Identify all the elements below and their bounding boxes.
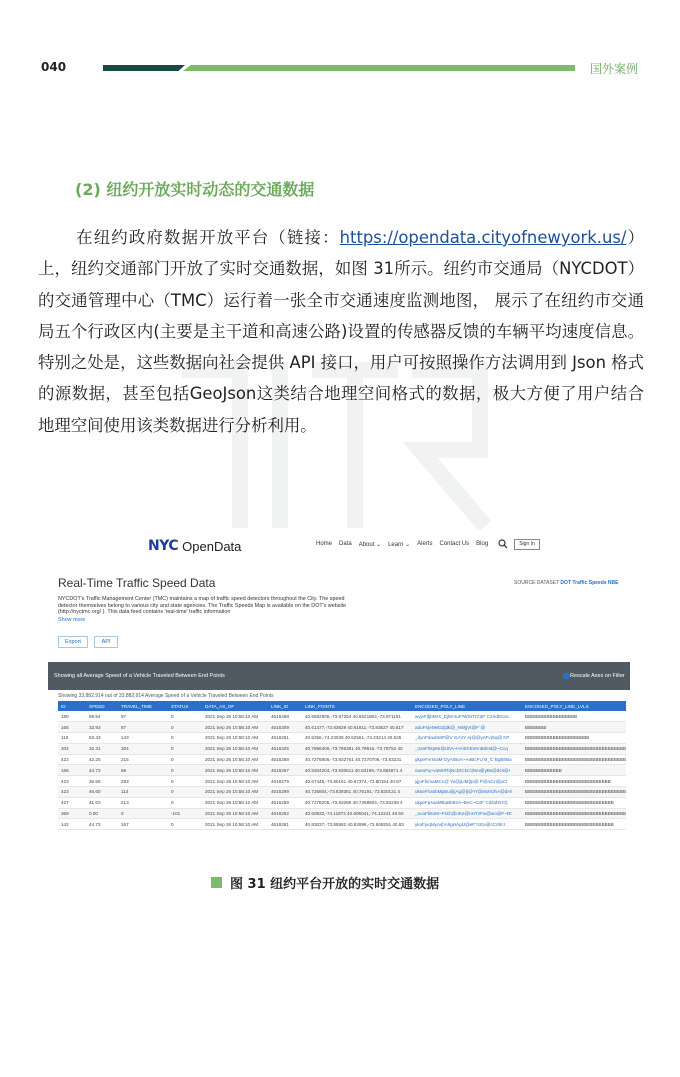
- table-cell: 2021 Sep 26 10:58:10 AM: [202, 808, 268, 819]
- table-cell: 4616279: [268, 776, 302, 787]
- table-cell: 0: [168, 819, 202, 830]
- table-cell: 0: [168, 722, 202, 733]
- table-cell: 215: [118, 754, 168, 765]
- table-row: [58, 743, 626, 754]
- table-cell: 2021 Sep 26 10:58:10 AM: [202, 711, 268, 722]
- table-cell: 110: [58, 733, 86, 744]
- table-cell: BBBBBBBBBBBBBBBBBBBBBBBBBBBB: [522, 776, 626, 787]
- table-cell: oueoFq~vaMnFb|NcDICkC\|Nm@yBs@dOi@r: [412, 765, 522, 776]
- table-cell: 44.73: [86, 765, 118, 776]
- table-cell: 142: [58, 819, 86, 830]
- filter-bar: [48, 662, 630, 690]
- table-cell: 40.8304204,-73.830611 40.83198,-73.854871 4: [302, 765, 412, 776]
- table-body: [58, 711, 626, 830]
- data-table: [58, 701, 626, 830]
- table-cell: 0.00: [86, 808, 118, 819]
- table-cell: 4616259: [268, 797, 302, 808]
- figure-screenshot: [48, 530, 630, 840]
- search-icon[interactable]: [498, 539, 508, 549]
- column-header[interactable]: LINK_ID: [268, 701, 302, 711]
- table-cell: 4616309: [268, 722, 302, 733]
- nav-contact[interactable]: Contact Us: [439, 541, 470, 547]
- column-header[interactable]: DATA_AS_OF: [202, 701, 268, 711]
- table-cell: 32.31: [86, 743, 118, 754]
- table-cell: 40.83037,-73.85582 40.82996,-73.849251 40.83: [302, 819, 412, 830]
- table-cell: 44.73: [86, 819, 118, 830]
- table-cell: BBBBBBB: [522, 722, 626, 733]
- show-more-link[interactable]: Show more: [58, 617, 86, 623]
- rescale-label: Rescale Axes on Filter: [570, 673, 625, 679]
- table-cell: 2021 Sep 26 10:58:10 AM: [202, 797, 268, 808]
- table-cell: 2021 Sep 26 10:58:10 AM: [202, 722, 268, 733]
- table-cell: 369: [58, 808, 86, 819]
- nav-home[interactable]: Home: [316, 541, 333, 547]
- table-cell: 2021 Sep 26 10:58:10 AM: [202, 733, 268, 744]
- table-cell: _ozaFhkpMr@dr\A~HA\EhEirKnBdHd@~Ccq: [412, 743, 522, 754]
- export-button[interactable]: Export: [58, 636, 88, 648]
- table-row: [58, 733, 626, 744]
- table-cell: 213: [118, 797, 168, 808]
- filter-bar-text: Showing all Average Speed of a Vehicle Traveled Between End Points: [54, 673, 225, 679]
- section-label: 国外案例: [590, 62, 639, 76]
- page-title: Real-Time Traffic Speed Data: [58, 576, 216, 590]
- table-cell: 165: [58, 722, 86, 733]
- source-dataset: [514, 580, 618, 586]
- table-caption: Showing 33,882,914 out of 33,882,914 Average Speed of a Vehicle Traveled Between End Points: [58, 693, 274, 699]
- table-cell: 40.61477,-73.83629 40.61611,-73.83627 40.617: [302, 722, 412, 733]
- table-cell: 0: [118, 808, 168, 819]
- header-bar-dark: [103, 65, 185, 71]
- table-cell: ykoFjvqMyAs|\AlIgHAgIJ@eF?cEa@cCcBcI: [412, 819, 522, 830]
- source-label: SOURCE DATASET: [514, 580, 560, 586]
- api-button[interactable]: API: [94, 636, 118, 648]
- body-text-start: 在纽约政府数据开放平台（链接：: [75, 228, 340, 247]
- table-row: [58, 797, 626, 808]
- table-cell: 40.60832,-74.11972 40.605041,-74.12241 40.60: [302, 808, 412, 819]
- column-header[interactable]: ID: [58, 701, 86, 711]
- column-header[interactable]: LINK_POINTS: [302, 701, 412, 711]
- caption-bullet: [211, 877, 222, 888]
- nav-links: [316, 541, 488, 548]
- rescale-checkbox[interactable]: [563, 673, 569, 679]
- table-cell: 58: [118, 765, 168, 776]
- table-cell: 283: [118, 776, 168, 787]
- table-cell: BBBBBBBBBBBBBBBBBBBBBBBBBBBBB: [522, 819, 626, 830]
- table-cell: 423: [58, 787, 86, 798]
- table-cell: BBBBBBBBBBBBBBBBBBBBBBBBBBBBB: [522, 797, 626, 808]
- table-cell: 59.54: [86, 711, 118, 722]
- nav-blog[interactable]: Blog: [476, 541, 489, 547]
- table-cell: 4616267: [268, 765, 302, 776]
- table-cell: 0: [168, 787, 202, 798]
- table-cell: 0: [168, 797, 202, 808]
- caption-text: 图 31 纽约平台开放的实时交通数据: [230, 877, 440, 892]
- column-header[interactable]: TRAVEL_TIME: [118, 701, 168, 711]
- table-cell: 4616261: [268, 733, 302, 744]
- table-row: [58, 808, 626, 819]
- table-cell: 0: [168, 711, 202, 722]
- table-cell: 114: [118, 787, 168, 798]
- table-cell: BBBBBBBBBBBBBBBBBBBBBBBBBBBBBBBBB: [522, 808, 626, 819]
- table-cell: 0: [168, 733, 202, 744]
- table-cell: _ocaFbkoM~FsO\@oKe@nHTzFw@wo@F~Dt: [412, 808, 522, 819]
- table-cell: BBBBBBBBBBBBBBBBB: [522, 711, 626, 722]
- table-cell: 4616262: [268, 808, 302, 819]
- table-cell: 40.7276806,-73.832761 40.7270706,-73.83231: [302, 754, 412, 765]
- table-cell: 422: [58, 754, 86, 765]
- table-row: [58, 711, 626, 722]
- table-cell: 40.7278205,-73.83288 40.7288804,-73.83238 4: [302, 797, 412, 808]
- table-cell: 36.66: [86, 776, 118, 787]
- table-cell: ukseFhanbMpBu@jAg@||@Yr@MohOhA@dHi: [412, 787, 522, 798]
- table-cell: BBBBBBBBBBBBBBBBBBBBBBBBBBBBBBBBB: [522, 743, 626, 754]
- body-text-rest: ）上，纽约交通部门开放了实时交通数据，如图 31所示。纽约市交通局（NYCDOT）的交通管理中心（TMC）运行着一张全市交通速度监测地图， 展示了在纽约市交通局五个行政区内(主要是主干道和高速公路)设置的传感器反馈的车辆平均速度信息。特别之处是，这些数据向社会提供 API 接口，用户可按照操作方法调用到 Json 格式的源数据，甚至包括GeoJson这类结合地理空间格式的数据，极大方便了用户结合地理空间使用该类数据进行分析利用。: [38, 228, 645, 435]
- table-cell: -101: [168, 808, 202, 819]
- table-cell: BBBBBBBBBBBBBBBBBBBBBBBBBBBBBBBBB: [522, 787, 626, 798]
- table-cell: 4616268: [268, 754, 302, 765]
- table-cell: 204: [58, 743, 86, 754]
- logo-nyc: NYC: [148, 538, 179, 554]
- table-cell: yjjuFhimaMCc@ Yo@jLIM{tp@ P@nCz@pCl: [412, 776, 522, 787]
- table-cell: ukpeFpsuaMBuBkBnA~BeC~CxF`CdDdXrCt|: [412, 797, 522, 808]
- nyc-opendata-logo[interactable]: [148, 538, 241, 554]
- table-row: [58, 722, 626, 733]
- table-cell: wvjvF|fjbMrX_EjhK!ruFrWDrTrCdF`CzSdECiIc: [412, 711, 522, 722]
- table-cell: aduFs{eMeDZjdk@_NWjjVt@F`@: [412, 722, 522, 733]
- nav-data[interactable]: Data: [339, 541, 352, 547]
- table-cell: 41.63: [86, 797, 118, 808]
- table-cell: 0: [168, 776, 202, 787]
- header-divider: [103, 65, 575, 71]
- table-cell: 40.7866406,-73.786381 40.78616,-73.78752 40: [302, 743, 412, 754]
- table-cell: 2021 Sep 26 10:58:10 AM: [202, 754, 268, 765]
- table-row: [58, 754, 626, 765]
- table-cell: 180: [58, 711, 86, 722]
- table-cell: BBBBBBBBBBBBBBBBBBBBBBBBBBBBBBBBB: [522, 754, 626, 765]
- table-cell: 2021 Sep 26 10:58:10 AM: [202, 787, 268, 798]
- table-cell: 40.6582805,-73.87254 40.6521804,-73.871181: [302, 711, 412, 722]
- table-cell: 40.67445,-73.80161 40.67374,-73.80154 40.67: [302, 776, 412, 787]
- table-cell: 2021 Sep 26 10:58:10 AM: [202, 765, 268, 776]
- opendata-link[interactable]: https://opendata.cityofnewyork.us/: [339, 228, 627, 247]
- table-cell: 167: [118, 819, 168, 830]
- section-title: (2) 纽约开放实时动态的交通数据: [75, 180, 315, 199]
- column-header[interactable]: ENCODED_POLY_LINE: [412, 701, 522, 711]
- body-paragraph: [38, 222, 644, 441]
- table-cell: 2021 Sep 26 10:58:10 AM: [202, 743, 268, 754]
- table-row: [58, 776, 626, 787]
- dataset-description: NYCDOT's Traffic Management Center (TMC) maintains a map of traffic speed detectors throughout the City. The speed detector themselves belong to various city and state agencies. The Traffic Speeds Map is available on the DOT's website (http://nyctmc.org/ ). This data feed contains 'real-time' traffic information: [58, 596, 347, 616]
- table-row: [58, 765, 626, 776]
- table-cell: 2021 Sep 26 10:58:10 AM: [202, 819, 268, 830]
- table-cell: 0: [168, 754, 202, 765]
- nav-alerts[interactable]: Alerts: [417, 541, 433, 547]
- table-cell: 40.5256,-74.23039 40.52561,-74.23214 40.525: [302, 733, 412, 744]
- figure-caption: [211, 873, 439, 892]
- table-row: [58, 787, 626, 798]
- table-cell: 427: [58, 797, 86, 808]
- table-cell: 2021 Sep 26 10:58:10 AM: [202, 776, 268, 787]
- column-header[interactable]: ENCODED_POLY_LINE_LVLS: [522, 701, 626, 711]
- source-value[interactable]: DOT Traffic Speeds NBE: [560, 580, 619, 586]
- table-cell: BBBBBBBBBBBBBBBBBBBBB: [522, 733, 626, 744]
- header-bar-light: [183, 65, 575, 71]
- table-cell: 168: [58, 765, 86, 776]
- table-cell: gkpeFvrssaM`DyArBoA~AeBcFU`B_C`BgBhBa: [412, 754, 522, 765]
- table-cell: 423: [58, 776, 86, 787]
- table-cell: 40.726804,-73.839361 40.76191,-73.830121 4: [302, 787, 412, 798]
- table-cell: BBBBBBBBBBBB: [522, 765, 626, 776]
- table-row: [58, 819, 626, 830]
- logo-opendata: OpenData: [182, 538, 242, 554]
- nav-about[interactable]: About ⌄: [358, 542, 382, 548]
- signin-button[interactable]: Sign In: [514, 539, 540, 550]
- table-cell: 46.60: [86, 787, 118, 798]
- table-cell: 53.43: [86, 733, 118, 744]
- table-cell: _dynFdaubMP@V GA\IY A|@@ynFv|Sq@ NT: [412, 733, 522, 744]
- table-cell: 87: [118, 722, 168, 733]
- table-cell: 4616325: [268, 743, 302, 754]
- table-cell: 97: [118, 711, 168, 722]
- page-number: 040: [41, 60, 67, 74]
- site-nav: [48, 530, 630, 564]
- table-cell: 304: [118, 743, 168, 754]
- table-cell: 4616299: [268, 787, 302, 798]
- column-header[interactable]: SPEED: [86, 701, 118, 711]
- table-cell: 32.93: [86, 722, 118, 733]
- table-cell: 0: [168, 743, 202, 754]
- table-cell: 0: [168, 765, 202, 776]
- column-header[interactable]: STATUS: [168, 701, 202, 711]
- table-cell: 42.25: [86, 754, 118, 765]
- table-header-row: [58, 701, 626, 711]
- table-cell: 4616268: [268, 711, 302, 722]
- nav-learn[interactable]: Learn ⌄: [388, 542, 411, 548]
- table-cell: 143: [118, 733, 168, 744]
- table-cell: 4616261: [268, 819, 302, 830]
